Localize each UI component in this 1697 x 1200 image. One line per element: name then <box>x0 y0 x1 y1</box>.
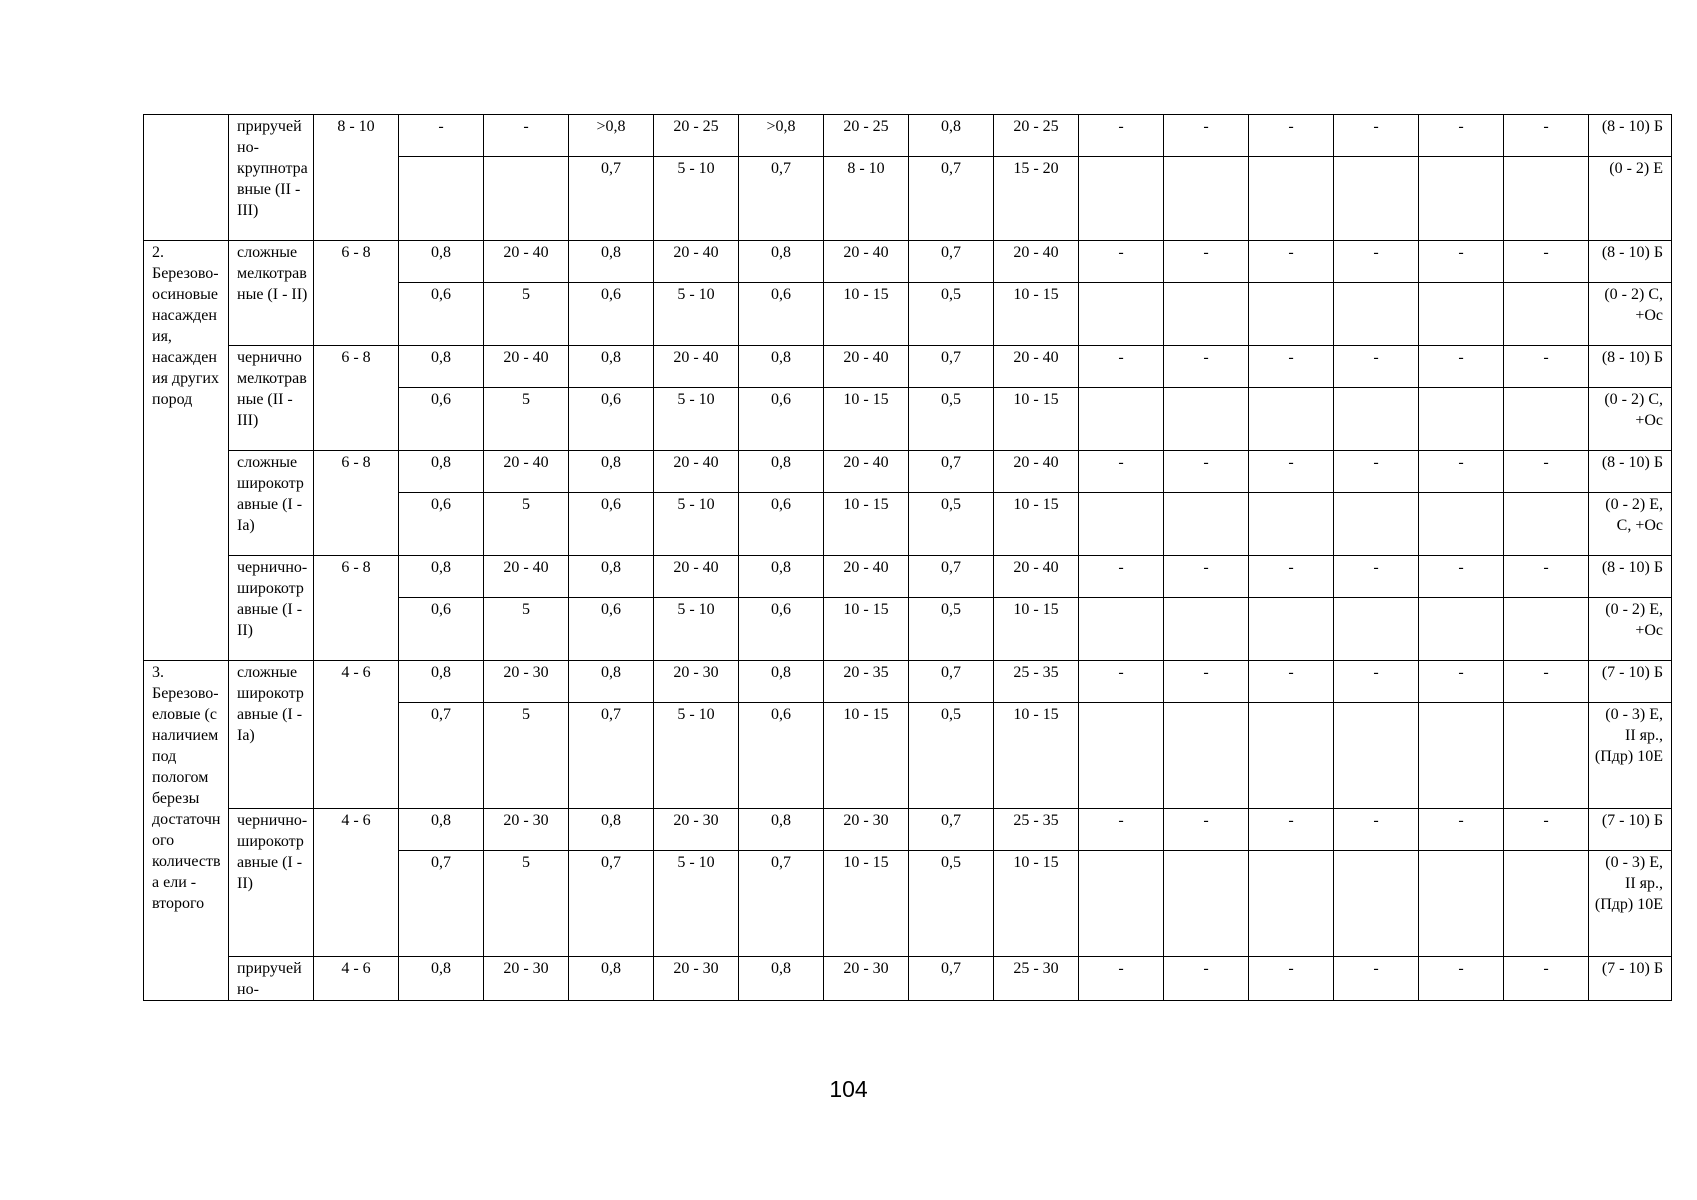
age-cell: 4 - 6 <box>314 957 399 1001</box>
value-cell <box>1249 598 1334 661</box>
value-cell: 20 - 30 <box>654 661 739 703</box>
value-cell: 0,6 <box>739 598 824 661</box>
forest-type-cell: сложные широкотравные (I - Ia) <box>229 661 314 809</box>
value-cell: 20 - 30 <box>824 809 909 851</box>
value-cell: 0,7 <box>739 157 824 241</box>
value-cell: 20 - 40 <box>484 451 569 493</box>
composition-cell: (8 - 10) Б <box>1589 115 1672 157</box>
value-cell: 10 - 15 <box>994 283 1079 346</box>
value-cell: - <box>1334 115 1419 157</box>
value-cell: 25 - 30 <box>994 957 1079 1001</box>
value-cell: 10 - 15 <box>994 851 1079 957</box>
value-cell: 0,8 <box>739 241 824 283</box>
value-cell: - <box>1249 661 1334 703</box>
value-cell: - <box>1334 556 1419 598</box>
value-cell <box>484 157 569 241</box>
value-cell: 0,8 <box>569 451 654 493</box>
value-cell: - <box>1079 809 1164 851</box>
group-label-cell: 3. Березово-еловые (с наличием под пологом березы достаточного количества ели - второго <box>144 661 229 1001</box>
value-cell: 0,6 <box>399 493 484 556</box>
forest-type-cell: чернично-широкотравные (I - II) <box>229 809 314 957</box>
value-cell: 0,5 <box>909 493 994 556</box>
value-cell <box>1249 851 1334 957</box>
value-cell: 0,6 <box>739 493 824 556</box>
value-cell: - <box>1419 241 1504 283</box>
value-cell: - <box>399 115 484 157</box>
value-cell <box>1249 157 1334 241</box>
value-cell: 10 - 15 <box>994 598 1079 661</box>
value-cell <box>1079 157 1164 241</box>
value-cell <box>1079 598 1164 661</box>
value-cell: 0,5 <box>909 388 994 451</box>
value-cell: - <box>1419 809 1504 851</box>
value-cell: 0,7 <box>569 703 654 809</box>
value-cell: 0,6 <box>739 703 824 809</box>
value-cell: - <box>1419 346 1504 388</box>
value-cell: 0,7 <box>909 556 994 598</box>
value-cell: - <box>1334 809 1419 851</box>
table-row <box>144 661 1672 703</box>
value-cell: 0,6 <box>569 493 654 556</box>
value-cell: - <box>1334 661 1419 703</box>
age-cell: 6 - 8 <box>314 451 399 556</box>
value-cell: 0,8 <box>739 451 824 493</box>
value-cell: - <box>1164 241 1249 283</box>
value-cell <box>1249 493 1334 556</box>
value-cell <box>1334 598 1419 661</box>
value-cell: - <box>1334 346 1419 388</box>
value-cell: 10 - 15 <box>994 703 1079 809</box>
value-cell: - <box>1164 661 1249 703</box>
value-cell: - <box>1504 241 1589 283</box>
value-cell <box>1334 851 1419 957</box>
value-cell: 0,6 <box>569 598 654 661</box>
value-cell <box>1504 703 1589 809</box>
value-cell <box>1334 388 1419 451</box>
value-cell: 5 - 10 <box>654 851 739 957</box>
value-cell: - <box>1249 957 1334 1001</box>
table-body <box>144 115 1672 1001</box>
composition-cell: (7 - 10) Б <box>1589 809 1672 851</box>
value-cell: 8 - 10 <box>824 157 909 241</box>
value-cell: 0,8 <box>399 346 484 388</box>
value-cell: 20 - 40 <box>994 451 1079 493</box>
composition-cell: (0 - 3) Е, II яр., (Пдр) 10Е <box>1589 703 1672 809</box>
value-cell <box>1164 851 1249 957</box>
value-cell: - <box>1504 661 1589 703</box>
value-cell: 0,7 <box>909 241 994 283</box>
value-cell: 5 - 10 <box>654 157 739 241</box>
value-cell <box>1164 283 1249 346</box>
value-cell: - <box>1164 451 1249 493</box>
table-row <box>144 957 1672 1001</box>
value-cell: 20 - 40 <box>654 451 739 493</box>
value-cell: - <box>1164 346 1249 388</box>
value-cell: 25 - 35 <box>994 809 1079 851</box>
value-cell <box>1079 493 1164 556</box>
value-cell: 20 - 30 <box>484 809 569 851</box>
forest-type-cell: чернично-широкотравные (I - II) <box>229 556 314 661</box>
value-cell: 0,8 <box>399 809 484 851</box>
value-cell: 5 - 10 <box>654 283 739 346</box>
value-cell: 10 - 15 <box>824 388 909 451</box>
value-cell: 20 - 40 <box>484 556 569 598</box>
value-cell: 0,7 <box>909 957 994 1001</box>
value-cell: 20 - 40 <box>994 346 1079 388</box>
composition-cell: (8 - 10) Б <box>1589 556 1672 598</box>
value-cell <box>1504 598 1589 661</box>
value-cell: 0,8 <box>399 957 484 1001</box>
age-cell: 4 - 6 <box>314 809 399 957</box>
value-cell <box>1079 703 1164 809</box>
value-cell <box>1249 388 1334 451</box>
page-number: 104 <box>829 1076 868 1102</box>
value-cell: - <box>1504 957 1589 1001</box>
value-cell <box>1419 493 1504 556</box>
value-cell: 20 - 25 <box>824 115 909 157</box>
forest-type-cell: приручейно-крупнотравные (II - III) <box>229 115 314 241</box>
table-row <box>144 115 1672 157</box>
value-cell: 0,8 <box>569 957 654 1001</box>
value-cell: 10 - 15 <box>824 493 909 556</box>
value-cell: 5 - 10 <box>654 388 739 451</box>
age-cell: 6 - 8 <box>314 556 399 661</box>
value-cell: 0,7 <box>399 703 484 809</box>
value-cell: 20 - 30 <box>654 957 739 1001</box>
value-cell: 20 - 40 <box>484 241 569 283</box>
value-cell: 0,6 <box>399 283 484 346</box>
value-cell: 20 - 35 <box>824 661 909 703</box>
value-cell: 20 - 30 <box>484 661 569 703</box>
value-cell: 5 - 10 <box>654 703 739 809</box>
value-cell: - <box>1249 556 1334 598</box>
value-cell: - <box>1504 346 1589 388</box>
group-label-cell: 2. Березово-осиновые насаждения, насаждения других пород <box>144 241 229 661</box>
value-cell: - <box>1419 451 1504 493</box>
value-cell <box>1419 283 1504 346</box>
value-cell: 0,7 <box>909 809 994 851</box>
value-cell: 20 - 40 <box>994 556 1079 598</box>
value-cell <box>1164 598 1249 661</box>
value-cell: 20 - 40 <box>654 241 739 283</box>
value-cell: 20 - 40 <box>824 346 909 388</box>
value-cell: - <box>1504 809 1589 851</box>
value-cell <box>1504 388 1589 451</box>
value-cell: >0,8 <box>739 115 824 157</box>
forest-table <box>143 114 1672 1001</box>
value-cell <box>1164 157 1249 241</box>
table-row <box>144 809 1672 851</box>
value-cell: 20 - 25 <box>994 115 1079 157</box>
composition-cell: (0 - 3) Е, II яр., (Пдр) 10Е <box>1589 851 1672 957</box>
age-cell: 8 - 10 <box>314 115 399 241</box>
value-cell: 0,7 <box>399 851 484 957</box>
value-cell: 0,5 <box>909 703 994 809</box>
value-cell: 0,8 <box>569 346 654 388</box>
value-cell: - <box>1079 451 1164 493</box>
composition-cell: (0 - 2) С, +Ос <box>1589 283 1672 346</box>
value-cell: 10 - 15 <box>824 703 909 809</box>
value-cell <box>1504 851 1589 957</box>
composition-cell: (0 - 2) Е, С, +Ос <box>1589 493 1672 556</box>
value-cell: 20 - 40 <box>824 556 909 598</box>
value-cell: 0,8 <box>739 661 824 703</box>
value-cell: 0,7 <box>739 851 824 957</box>
forest-type-cell: сложные широкотравные (I - Ia) <box>229 451 314 556</box>
value-cell: 0,8 <box>739 556 824 598</box>
value-cell: 0,8 <box>569 556 654 598</box>
value-cell: - <box>1079 957 1164 1001</box>
value-cell: 0,8 <box>569 809 654 851</box>
value-cell: 0,7 <box>909 346 994 388</box>
value-cell: 0,8 <box>739 809 824 851</box>
value-cell: 20 - 40 <box>994 241 1079 283</box>
value-cell: 0,5 <box>909 283 994 346</box>
value-cell: 0,8 <box>739 957 824 1001</box>
value-cell: 0,7 <box>569 851 654 957</box>
value-cell <box>399 157 484 241</box>
composition-cell: (0 - 2) С, +Ос <box>1589 388 1672 451</box>
value-cell: - <box>1249 809 1334 851</box>
value-cell: - <box>1504 451 1589 493</box>
value-cell: 25 - 35 <box>994 661 1079 703</box>
value-cell: 20 - 30 <box>824 957 909 1001</box>
value-cell <box>1249 283 1334 346</box>
table-row <box>144 346 1672 388</box>
value-cell: 5 - 10 <box>654 493 739 556</box>
table-row <box>144 451 1672 493</box>
value-cell: 0,7 <box>909 451 994 493</box>
value-cell: 0,8 <box>399 241 484 283</box>
value-cell: 20 - 25 <box>654 115 739 157</box>
value-cell: 0,6 <box>399 598 484 661</box>
value-cell: 5 <box>484 388 569 451</box>
value-cell: 15 - 20 <box>994 157 1079 241</box>
value-cell: 5 <box>484 493 569 556</box>
value-cell: 0,6 <box>569 388 654 451</box>
composition-cell: (0 - 2) Е, +Ос <box>1589 598 1672 661</box>
value-cell: - <box>1249 115 1334 157</box>
age-cell: 6 - 8 <box>314 346 399 451</box>
value-cell: 0,7 <box>909 661 994 703</box>
value-cell: 10 - 15 <box>824 851 909 957</box>
value-cell: 0,5 <box>909 598 994 661</box>
value-cell: - <box>1334 241 1419 283</box>
value-cell <box>1419 851 1504 957</box>
value-cell: - <box>1249 346 1334 388</box>
group-label-cell <box>144 115 229 241</box>
value-cell: - <box>1504 115 1589 157</box>
composition-cell: (7 - 10) Б <box>1589 957 1672 1001</box>
value-cell: 0,8 <box>909 115 994 157</box>
composition-cell: (8 - 10) Б <box>1589 451 1672 493</box>
value-cell <box>1419 703 1504 809</box>
value-cell: 10 - 15 <box>824 283 909 346</box>
composition-cell: (7 - 10) Б <box>1589 661 1672 703</box>
value-cell: 0,7 <box>569 157 654 241</box>
value-cell: 10 - 15 <box>824 598 909 661</box>
value-cell: - <box>1334 451 1419 493</box>
composition-cell: (0 - 2) Е <box>1589 157 1672 241</box>
value-cell: - <box>1504 556 1589 598</box>
value-cell <box>1504 493 1589 556</box>
value-cell: 20 - 40 <box>654 556 739 598</box>
value-cell: - <box>1334 957 1419 1001</box>
value-cell: - <box>1079 241 1164 283</box>
table-row <box>144 556 1672 598</box>
value-cell: 20 - 30 <box>484 957 569 1001</box>
composition-cell: (8 - 10) Б <box>1589 241 1672 283</box>
value-cell: 0,8 <box>739 346 824 388</box>
value-cell: 0,6 <box>739 388 824 451</box>
value-cell: 20 - 40 <box>484 346 569 388</box>
value-cell: - <box>1164 556 1249 598</box>
value-cell: - <box>1164 809 1249 851</box>
value-cell: - <box>1079 556 1164 598</box>
value-cell <box>1419 388 1504 451</box>
value-cell <box>1419 598 1504 661</box>
value-cell: - <box>484 115 569 157</box>
value-cell: - <box>1079 661 1164 703</box>
table-row <box>144 241 1672 283</box>
value-cell: 0,8 <box>399 661 484 703</box>
value-cell <box>1079 283 1164 346</box>
value-cell: 0,8 <box>569 241 654 283</box>
value-cell: - <box>1419 661 1504 703</box>
value-cell <box>1334 157 1419 241</box>
value-cell: - <box>1164 957 1249 1001</box>
value-cell <box>1164 388 1249 451</box>
value-cell: - <box>1419 115 1504 157</box>
value-cell: 5 <box>484 703 569 809</box>
value-cell: - <box>1419 957 1504 1001</box>
value-cell: 5 <box>484 851 569 957</box>
value-cell <box>1164 703 1249 809</box>
value-cell: - <box>1079 115 1164 157</box>
value-cell: 0,8 <box>399 556 484 598</box>
forest-type-cell: приручейно- <box>229 957 314 1001</box>
value-cell <box>1419 157 1504 241</box>
value-cell <box>1079 851 1164 957</box>
value-cell: - <box>1249 451 1334 493</box>
value-cell: 20 - 40 <box>824 241 909 283</box>
forest-type-cell: черничномелкотравные (II - III) <box>229 346 314 451</box>
value-cell: 5 <box>484 283 569 346</box>
value-cell <box>1249 703 1334 809</box>
value-cell <box>1504 157 1589 241</box>
value-cell: >0,8 <box>569 115 654 157</box>
value-cell <box>1334 703 1419 809</box>
value-cell: 20 - 40 <box>654 346 739 388</box>
composition-cell: (8 - 10) Б <box>1589 346 1672 388</box>
value-cell: - <box>1164 115 1249 157</box>
value-cell: 0,6 <box>399 388 484 451</box>
value-cell: 0,5 <box>909 851 994 957</box>
value-cell <box>1504 283 1589 346</box>
forest-type-cell: сложные мелкотравные (I - II) <box>229 241 314 346</box>
value-cell: 0,8 <box>569 661 654 703</box>
value-cell: 0,8 <box>399 451 484 493</box>
value-cell: 10 - 15 <box>994 388 1079 451</box>
value-cell: 10 - 15 <box>994 493 1079 556</box>
value-cell <box>1164 493 1249 556</box>
value-cell: 0,7 <box>909 157 994 241</box>
age-cell: 6 - 8 <box>314 241 399 346</box>
value-cell: 20 - 30 <box>654 809 739 851</box>
value-cell: 20 - 40 <box>824 451 909 493</box>
value-cell <box>1334 283 1419 346</box>
value-cell <box>1079 388 1164 451</box>
age-cell: 4 - 6 <box>314 661 399 809</box>
value-cell: 5 <box>484 598 569 661</box>
value-cell: - <box>1419 556 1504 598</box>
value-cell: 5 - 10 <box>654 598 739 661</box>
value-cell: 0,6 <box>569 283 654 346</box>
value-cell: - <box>1249 241 1334 283</box>
value-cell <box>1334 493 1419 556</box>
value-cell: - <box>1079 346 1164 388</box>
value-cell: 0,6 <box>739 283 824 346</box>
